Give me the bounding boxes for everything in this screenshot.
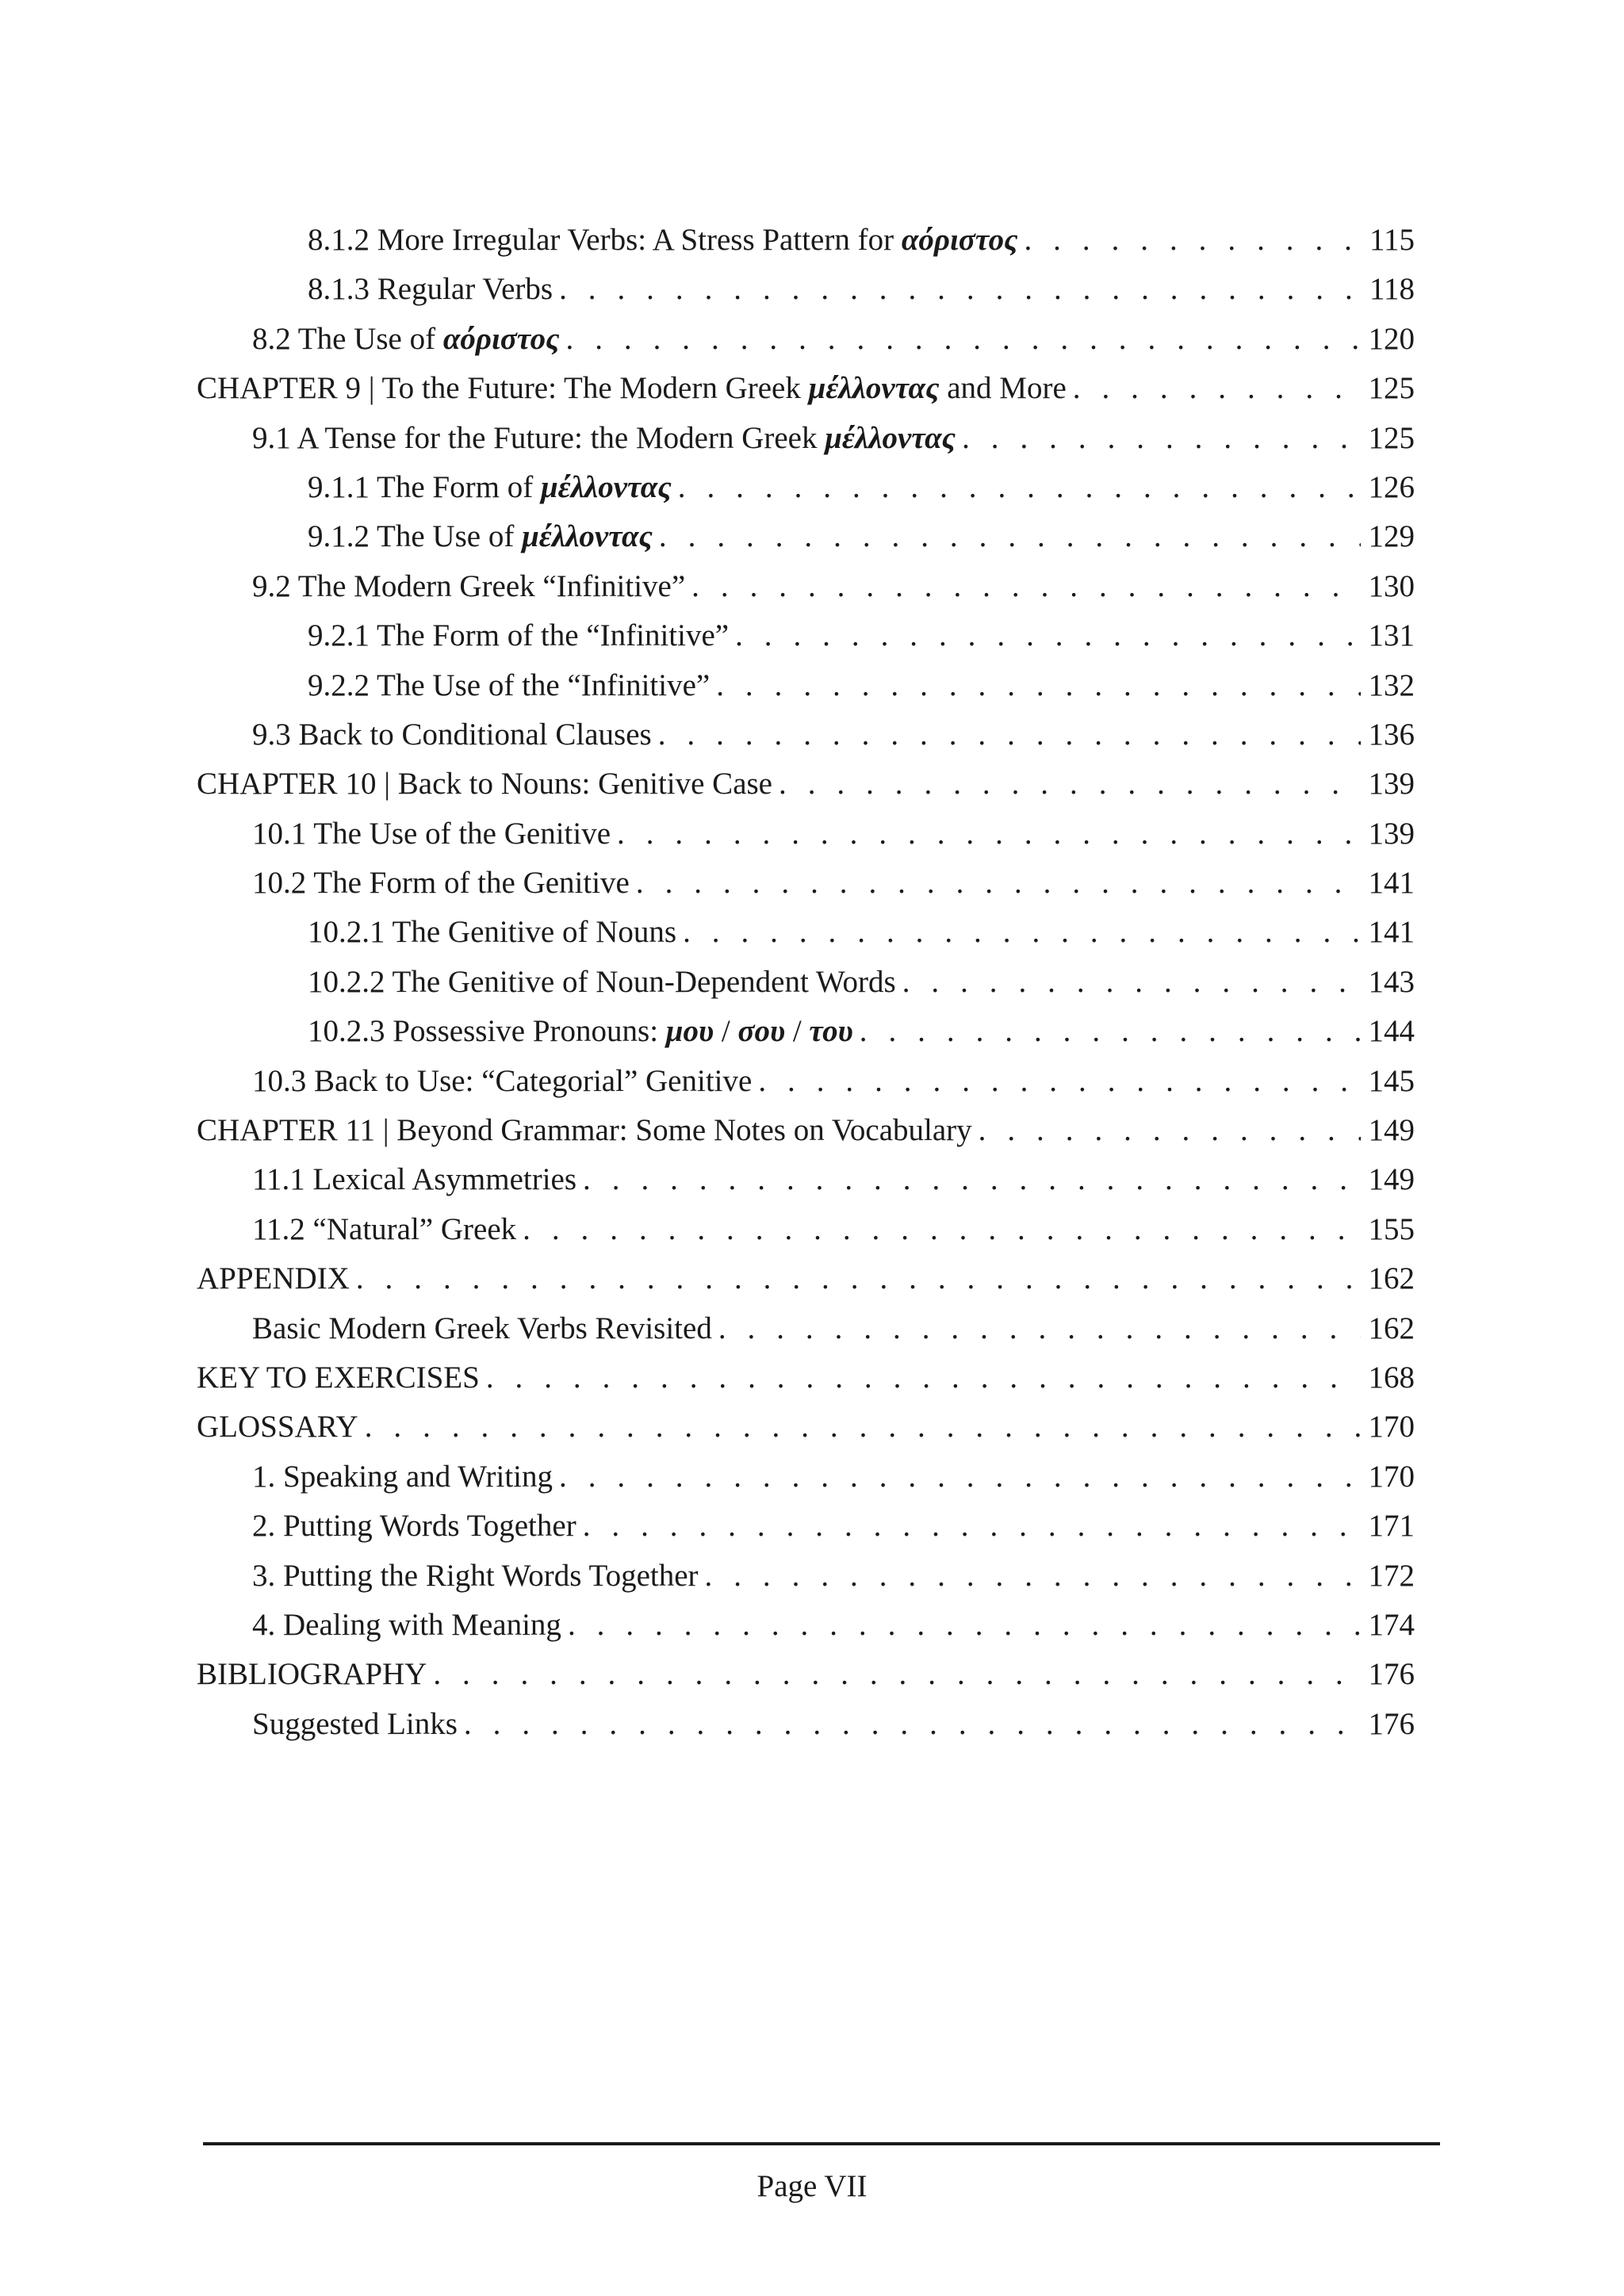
toc-page-number: 162: [1368, 1311, 1415, 1345]
dot-leader: [464, 1700, 1361, 1749]
toc-entry[interactable]: [197, 1452, 1415, 1502]
dot-leader: [433, 1650, 1360, 1699]
toc-entry-text: Suggested Links: [252, 1706, 458, 1741]
toc-page-number: 143: [1368, 964, 1415, 999]
toc-entry[interactable]: [197, 315, 1415, 364]
toc-entry-text: 1. Speaking and Writing: [252, 1459, 553, 1494]
toc-entry-text: 4. Dealing with Meaning: [252, 1607, 561, 1642]
toc-entry-text: /: [714, 1014, 738, 1049]
dot-leader: [779, 760, 1361, 809]
toc-entry-title: [252, 1452, 553, 1502]
toc-entry[interactable]: [197, 562, 1415, 611]
toc-page-number: 168: [1368, 1360, 1415, 1395]
toc-entry[interactable]: [197, 710, 1415, 760]
dot-leader: [356, 1254, 1361, 1303]
toc-page-number: 139: [1368, 816, 1415, 851]
toc-entry[interactable]: [197, 1402, 1415, 1452]
toc-entry-text: 10.2 The Form of the Genitive: [252, 866, 630, 901]
toc-entry-title: [308, 216, 1017, 265]
toc-entry[interactable]: [197, 1353, 1415, 1402]
toc-entry-title: [252, 1205, 516, 1254]
greek-term: σου: [737, 1014, 786, 1049]
toc-page-number: 145: [1368, 1063, 1415, 1098]
toc-entry[interactable]: [197, 611, 1415, 660]
toc-entry-text: CHAPTER 11 | Beyond Grammar: Some Notes on Vocabulary: [197, 1113, 972, 1148]
dot-leader: [486, 1353, 1361, 1402]
toc-entry-text: 9.2 The Modern Greek “Infinitive”: [252, 568, 686, 603]
toc-entry-title: [308, 611, 729, 660]
toc-entry-title: [197, 1106, 972, 1155]
dot-leader: [962, 414, 1360, 463]
toc-entry[interactable]: [197, 661, 1415, 710]
toc-entry[interactable]: [197, 1502, 1415, 1551]
toc-page-number: 141: [1368, 915, 1415, 950]
toc-page-number: 155: [1368, 1211, 1415, 1246]
greek-term: μέλλοντας: [808, 371, 940, 406]
toc-entry-text: GLOSSARY: [197, 1410, 358, 1445]
toc-entry[interactable]: [197, 908, 1415, 957]
toc-entry[interactable]: [197, 1552, 1415, 1601]
toc-entry[interactable]: [197, 1205, 1415, 1254]
dot-leader: [365, 1402, 1361, 1452]
dot-leader: [860, 1007, 1361, 1056]
toc-entry-title: [197, 1402, 358, 1452]
toc-entry-text: 9.1.1 The Form of: [308, 469, 541, 504]
toc-entry-text: 8.1.2 More Irregular Verbs: A Stress Pattern for: [308, 223, 902, 257]
toc-entry-title: [308, 661, 710, 710]
footer-divider: [203, 2142, 1440, 2145]
toc-entry[interactable]: [197, 512, 1415, 561]
dot-leader: [735, 611, 1360, 660]
toc-entry-text: BIBLIOGRAPHY: [197, 1657, 427, 1692]
toc-entry[interactable]: [197, 1650, 1415, 1699]
toc-entry-text: 8.1.3 Regular Verbs: [308, 272, 553, 307]
toc-entry-text: 8.2 The Use of: [252, 321, 443, 356]
toc-entry[interactable]: [197, 958, 1415, 1007]
toc-entry-title: [308, 512, 653, 561]
dot-leader: [758, 1057, 1360, 1106]
dot-leader: [559, 1452, 1361, 1502]
toc-entry-text: 3. Putting the Right Words Together: [252, 1558, 699, 1593]
dot-leader: [902, 958, 1361, 1007]
toc-page-number: 129: [1368, 519, 1415, 554]
toc-entry-title: [252, 1155, 576, 1204]
toc-page-number: 136: [1368, 717, 1415, 752]
toc-entry[interactable]: [197, 1601, 1415, 1650]
toc-entry[interactable]: [197, 265, 1415, 314]
toc-page-number: 174: [1368, 1607, 1415, 1642]
toc-entry-text: 11.2 “Natural” Greek: [252, 1211, 517, 1246]
toc-page-number: 139: [1368, 767, 1415, 802]
toc-page-number: 149: [1368, 1162, 1415, 1197]
toc-entry-title: [308, 1007, 853, 1056]
toc-page-number: 162: [1368, 1261, 1415, 1296]
dot-leader: [568, 1601, 1361, 1650]
dot-leader: [1024, 216, 1361, 265]
greek-term: μου: [665, 1014, 714, 1049]
toc-entry[interactable]: [197, 1057, 1415, 1106]
toc-entry-title: [252, 1700, 458, 1749]
toc-entry-title: [252, 1601, 561, 1650]
table-of-contents: [197, 216, 1415, 1749]
dot-leader: [716, 661, 1360, 710]
toc-entry-text: APPENDIX: [197, 1261, 350, 1296]
toc-page-number: 130: [1368, 568, 1415, 603]
toc-entry[interactable]: [197, 364, 1415, 413]
toc-page-number: 144: [1368, 1014, 1415, 1049]
toc-entry[interactable]: [197, 216, 1415, 265]
toc-entry[interactable]: [197, 463, 1415, 512]
dot-leader: [979, 1106, 1361, 1155]
toc-entry[interactable]: [197, 859, 1415, 908]
dot-leader: [617, 809, 1360, 859]
toc-entry-text: and More: [939, 371, 1067, 406]
toc-entry[interactable]: [197, 1304, 1415, 1353]
dot-leader: [523, 1205, 1360, 1254]
dot-leader: [683, 908, 1360, 957]
toc-entry-title: [197, 364, 1067, 413]
toc-entry-title: [252, 859, 630, 908]
toc-entry-text: 9.3 Back to Conditional Clauses: [252, 717, 652, 752]
toc-entry-title: [308, 908, 676, 957]
dot-leader: [678, 463, 1361, 512]
toc-page-number: 118: [1369, 272, 1415, 307]
toc-entry-text: 2. Putting Words Together: [252, 1509, 576, 1544]
toc-page-number: 125: [1368, 420, 1415, 455]
toc-entry-title: [252, 414, 956, 463]
toc-entry[interactable]: [197, 1155, 1415, 1204]
toc-entry-text: 9.1.2 The Use of: [308, 519, 523, 554]
toc-entry-title: [252, 315, 560, 364]
toc-entry-title: [308, 958, 896, 1007]
toc-page-number: 125: [1368, 371, 1415, 406]
toc-entry-text: 9.2.1 The Form of the “Infinitive”: [308, 618, 730, 653]
toc-entry-title: [197, 1254, 350, 1303]
toc-page-number: 132: [1368, 668, 1415, 702]
toc-entry-title: [252, 562, 685, 611]
toc-entry-title: [252, 809, 611, 859]
dot-leader: [705, 1552, 1361, 1601]
toc-entry-text: 10.2.2 The Genitive of Noun-Dependent Words: [308, 964, 896, 999]
toc-entry-text: KEY TO EXERCISES: [197, 1360, 480, 1395]
toc-entry-text: CHAPTER 9 | To the Future: The Modern Greek: [197, 371, 809, 406]
dot-leader: [1073, 364, 1361, 413]
greek-term: μέλλοντας: [540, 469, 672, 504]
toc-entry-text: 9.2.2 The Use of the “Infinitive”: [308, 668, 710, 702]
toc-entry-text: /: [785, 1014, 810, 1049]
page-number-footer: Page VII: [756, 2169, 868, 2203]
toc-page-number: 141: [1368, 866, 1415, 901]
toc-entry[interactable]: [197, 1007, 1415, 1056]
greek-term: αόριστος: [442, 321, 560, 356]
dot-leader: [583, 1155, 1360, 1204]
toc-page-number: 172: [1368, 1558, 1415, 1593]
greek-term: του: [809, 1014, 853, 1049]
toc-entry-title: [308, 265, 553, 314]
dot-leader: [583, 1502, 1361, 1551]
dot-leader: [566, 315, 1361, 364]
dot-leader: [636, 859, 1361, 908]
toc-page-number: 120: [1368, 321, 1415, 356]
toc-page-number: 170: [1368, 1459, 1415, 1494]
toc-entry-title: [308, 463, 672, 512]
toc-entry[interactable]: [197, 1106, 1415, 1155]
toc-entry-title: [252, 710, 652, 760]
toc-page-number: 171: [1368, 1509, 1415, 1544]
toc-page-number: 115: [1369, 223, 1415, 257]
toc-entry-text: 11.1 Lexical Asymmetries: [252, 1162, 577, 1197]
toc-entry[interactable]: [197, 414, 1415, 463]
toc-entry-text: CHAPTER 10 | Back to Nouns: Genitive Case: [197, 767, 772, 802]
toc-entry-text: 9.1 A Tense for the Future: the Modern Greek: [252, 420, 825, 455]
toc-entry[interactable]: [197, 1254, 1415, 1303]
toc-entry[interactable]: [197, 809, 1415, 859]
greek-term: μέλλοντας: [522, 519, 653, 554]
toc-page-number: 170: [1368, 1410, 1415, 1445]
toc-entry-title: [252, 1552, 699, 1601]
dot-leader: [659, 512, 1361, 561]
toc-entry-text: 10.2.1 The Genitive of Nouns: [308, 915, 677, 950]
toc-entry-title: [197, 1353, 480, 1402]
toc-entry-title: [252, 1304, 712, 1353]
greek-term: μέλλοντας: [825, 420, 956, 455]
toc-page-number: 176: [1368, 1657, 1415, 1692]
toc-page-number: 149: [1368, 1113, 1415, 1148]
toc-entry-title: [197, 760, 772, 809]
toc-entry-text: 10.1 The Use of the Genitive: [252, 816, 611, 851]
dot-leader: [559, 265, 1362, 314]
toc-entry[interactable]: [197, 760, 1415, 809]
toc-entry-text: 10.2.3 Possessive Pronouns:: [308, 1014, 666, 1049]
dot-leader: [718, 1304, 1361, 1353]
toc-page-number: 176: [1368, 1706, 1415, 1741]
toc-page-number: 126: [1368, 469, 1415, 504]
toc-entry-text: Basic Modern Greek Verbs Revisited: [252, 1311, 712, 1345]
toc-entry-text: 10.3 Back to Use: “Categorial” Genitive: [252, 1063, 753, 1098]
toc-page-number: 131: [1368, 618, 1415, 653]
toc-entry-title: [252, 1502, 576, 1551]
greek-term: αόριστος: [901, 223, 1018, 257]
toc-entry-title: [197, 1650, 427, 1699]
toc-entry-title: [252, 1057, 752, 1106]
dot-leader: [691, 562, 1360, 611]
dot-leader: [658, 710, 1361, 760]
toc-entry[interactable]: [197, 1700, 1415, 1749]
